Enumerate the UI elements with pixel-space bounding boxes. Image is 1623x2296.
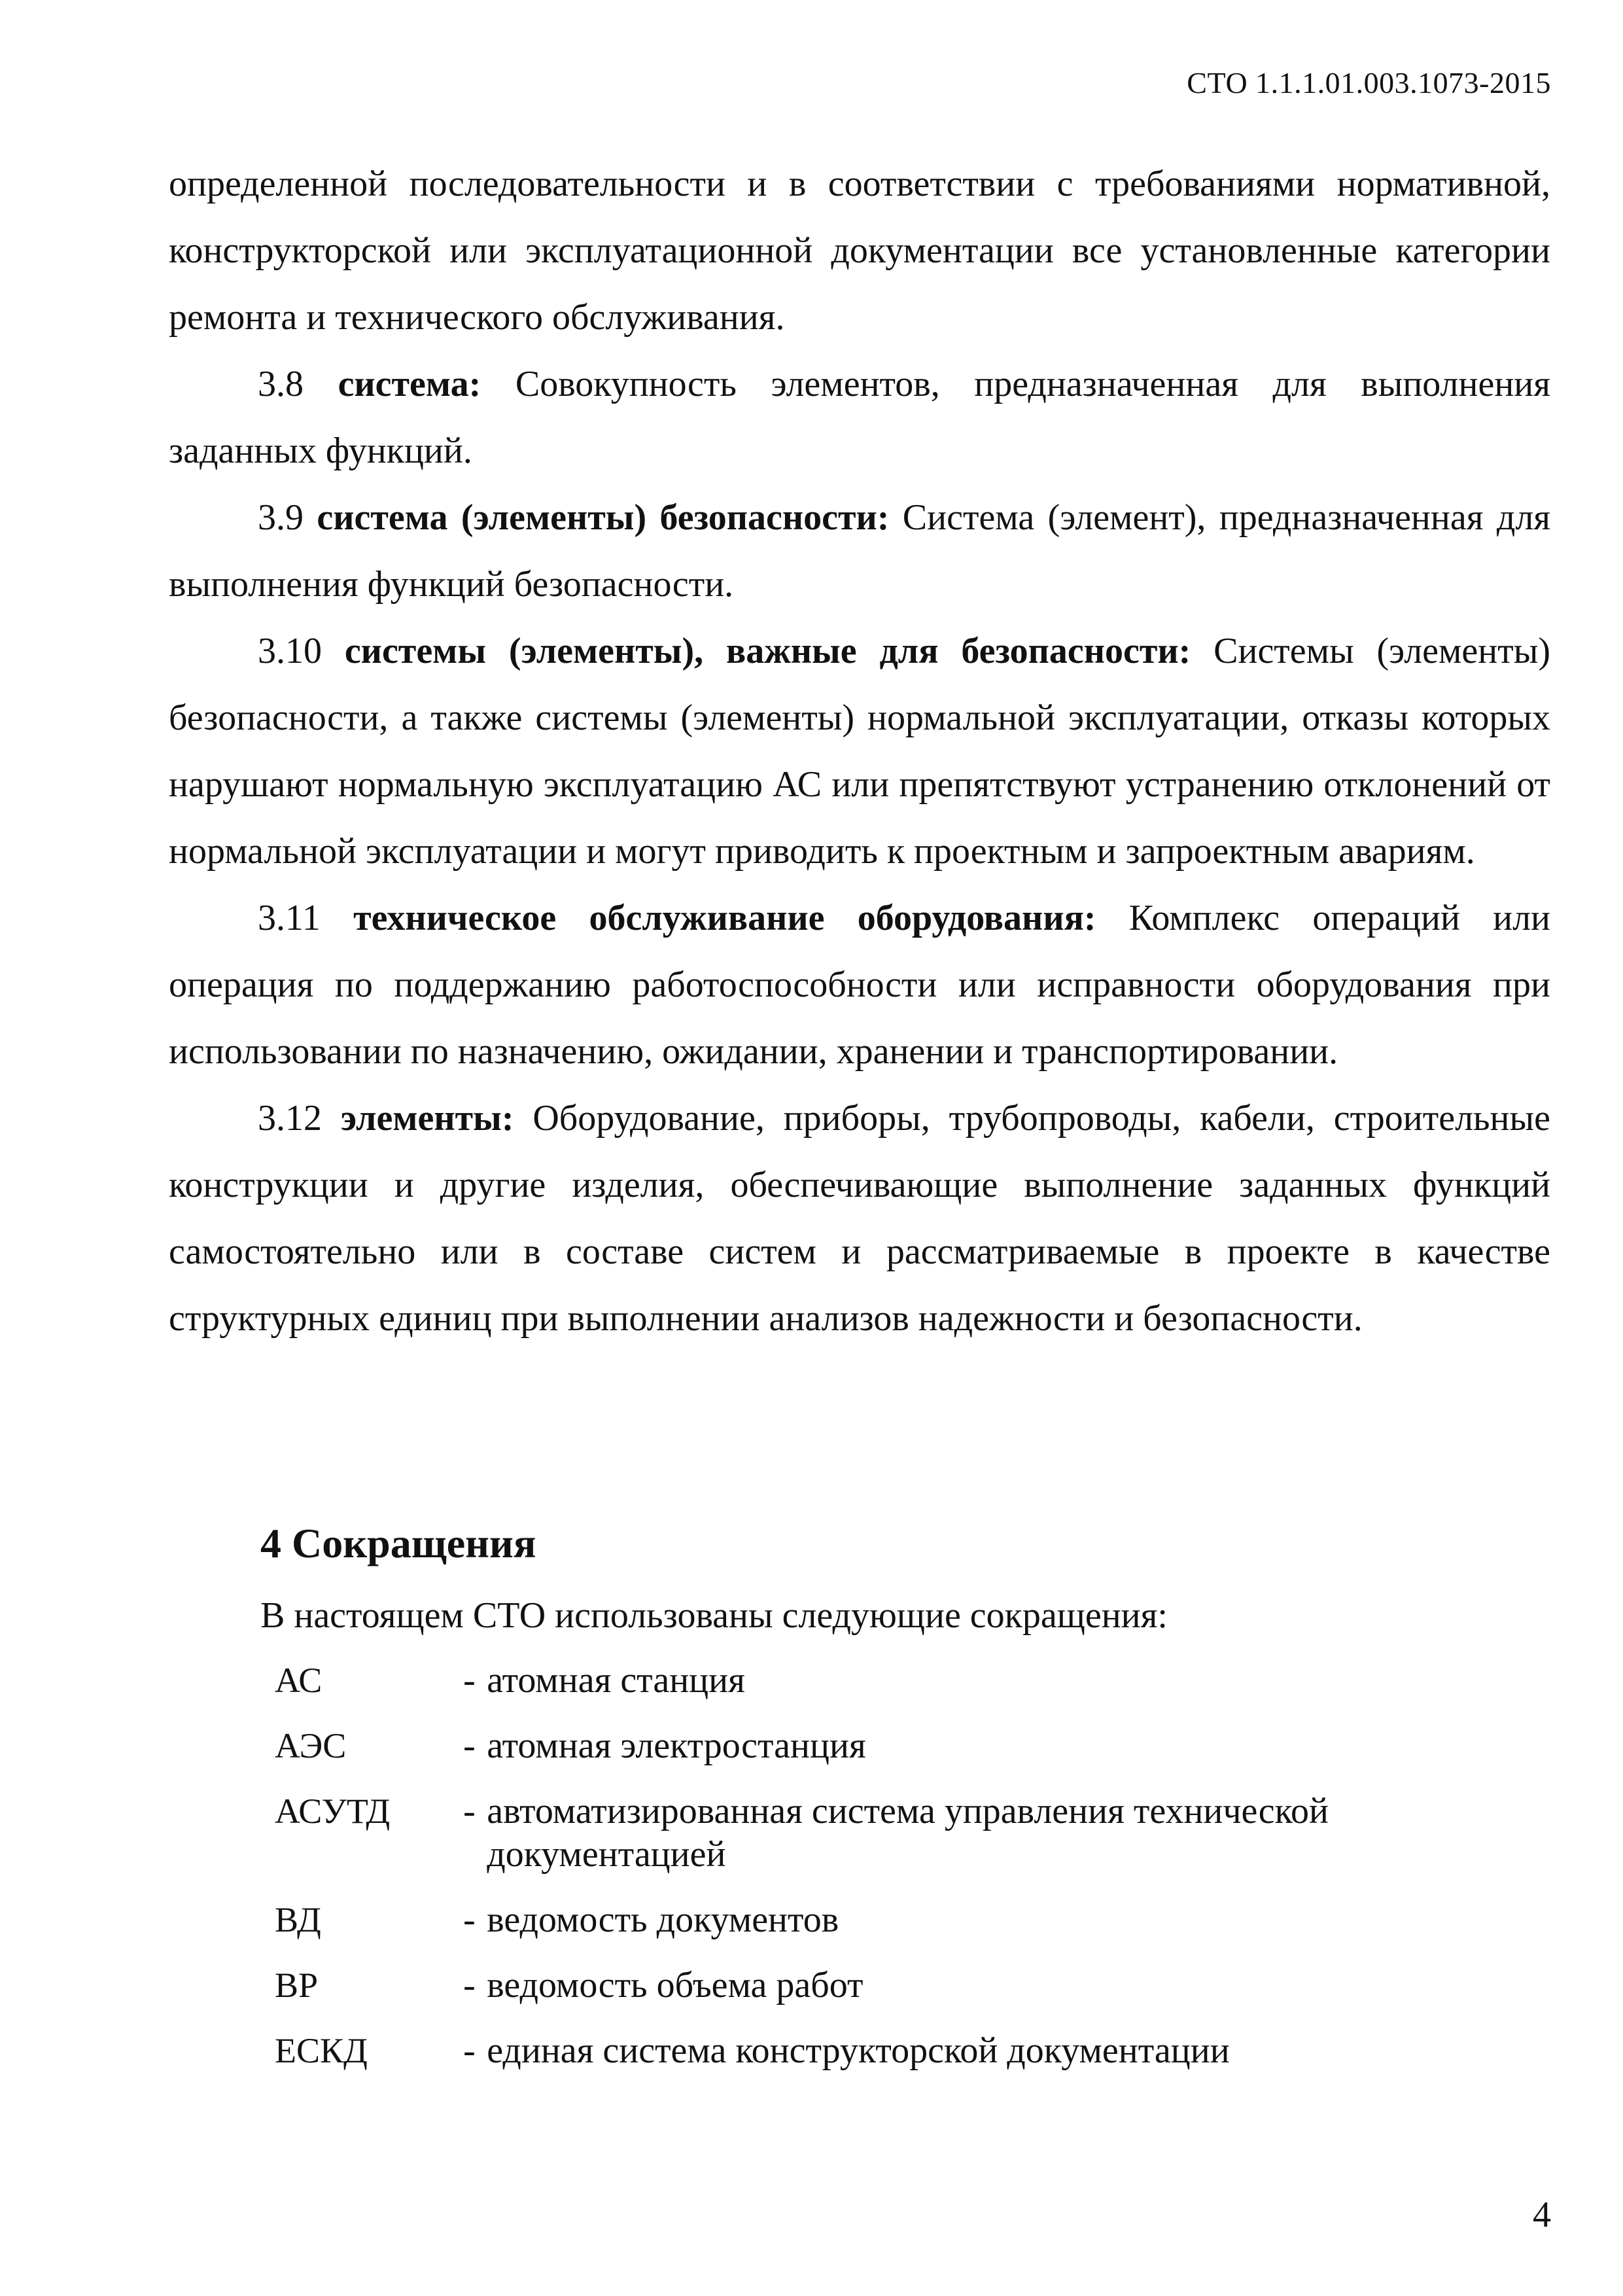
term-3-12 [169, 1085, 1550, 1352]
abbreviation-dash: - [463, 2030, 476, 2071]
continuation-paragraph: определенной последовательности и в соответствии с требованиями нормативной, конструкторской или эксплуатационной документации все установленные категории ремонта и технического обслуживания. [169, 164, 1550, 338]
term-definition: Комплекс операций или операция по поддержанию работоспособности или исправности оборудования при использовании по назначению, ожидании, хранении и транспортировании. [169, 898, 1551, 1072]
section-heading: 4 Сокращения [260, 1520, 536, 1566]
term-3-11 [169, 885, 1550, 1085]
abbreviation-dash: - [463, 1660, 476, 1701]
abbreviation-meaning: автоматизированная система управления технической документацией [487, 1791, 1329, 1875]
abbreviation-meaning: ведомость документов [487, 1899, 839, 1940]
abbreviation-meaning: единая система конструкторской документации [487, 2030, 1230, 2071]
term-3-8 [169, 351, 1550, 484]
abbreviations-intro: В настоящем СТО использованы следующие сокращения: [260, 1595, 1168, 1636]
term-name: элементы: [340, 1098, 514, 1139]
abbreviation-meaning: атомная электростанция [487, 1725, 866, 1766]
term-name: система: [338, 364, 481, 404]
abbreviation-row [275, 1790, 1452, 1898]
abbreviations-table [275, 1659, 1452, 2094]
term-name: системы (элементы), важные для безопасности: [344, 631, 1191, 671]
term-name: система (элементы) безопасности: [317, 497, 890, 538]
term-number: 3.8 [258, 364, 304, 404]
term-3-9 [169, 484, 1550, 618]
abbreviation-row [275, 1898, 1452, 1964]
term-name: техническое обслуживание оборудования: [353, 898, 1096, 938]
abbreviation-meaning: ведомость объема работ [487, 1965, 864, 2005]
term-definition: Оборудование, приборы, трубопроводы, кабели, строительные конструкции и другие изделия, обеспечивающие выполнение заданных функций самостоятельно или в составе систем и рассматриваемые в проекте в качестве структурных единиц при выполнении анализов надежности и безопасности. [169, 1098, 1551, 1339]
terms-body [169, 150, 1550, 1352]
abbreviation-code: ЕСКД [275, 2031, 368, 2070]
term-definition: Система (элемент), предназначенная для выполнения функций безопасности. [169, 497, 1551, 605]
term-number: 3.11 [258, 898, 321, 938]
term-number: 3.9 [258, 497, 304, 538]
abbreviation-code: АЭС [275, 1726, 347, 1765]
abbreviation-code: ВД [275, 1900, 321, 1939]
abbreviation-row [275, 1724, 1452, 1790]
abbreviation-code: ВР [275, 1966, 319, 2005]
abbreviation-code: АС [275, 1661, 323, 1700]
document-code-header: СТО 1.1.1.01.003.1073-2015 [1187, 66, 1551, 99]
abbreviation-dash: - [463, 1725, 476, 1766]
term-number: 3.10 [258, 631, 322, 671]
abbreviation-meaning: атомная станция [487, 1660, 745, 1701]
term-definition: Системы (элементы) безопасности, а также системы (элементы) нормальной эксплуатации, отказы которых нарушают нормальную эксплуатацию АС или препятствуют устранению отклонений от нормальной эксплуатации и могут приводить к проектным и запроектным авариям. [169, 631, 1550, 872]
abbreviation-code: АСУТД [275, 1792, 391, 1831]
abbreviation-dash: - [463, 1899, 476, 1940]
term-definition: Совокупность элементов, предназначенная для выполнения заданных функций. [169, 364, 1551, 471]
abbreviation-row [275, 1964, 1452, 2029]
abbreviation-dash: - [463, 1791, 476, 1831]
page-number: 4 [1533, 2195, 1551, 2235]
term-number: 3.12 [258, 1098, 322, 1139]
abbreviation-row [275, 2029, 1452, 2094]
abbreviation-row [275, 1659, 1452, 1724]
term-3-10 [169, 618, 1550, 885]
abbreviation-dash: - [463, 1965, 476, 2005]
